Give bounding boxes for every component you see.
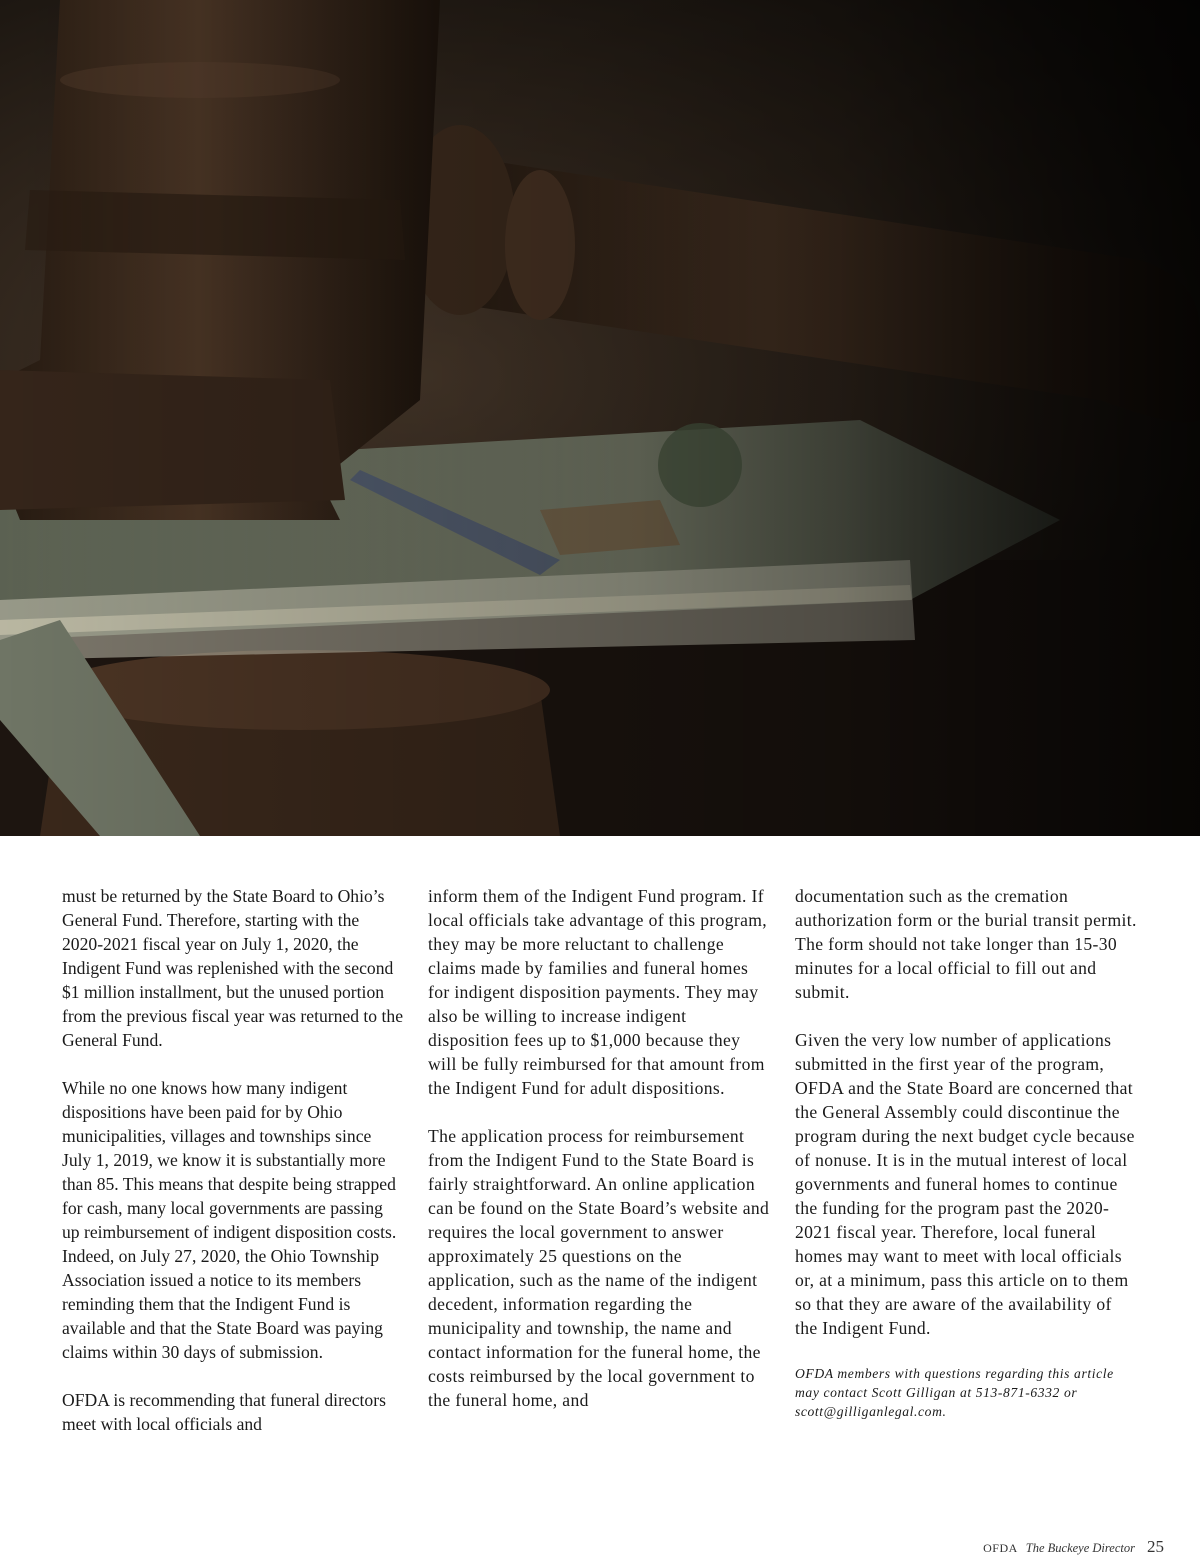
article-column-1	[62, 884, 404, 1460]
paragraph: OFDA is recommending that funeral directors meet with local officials and	[62, 1390, 386, 1434]
paragraph: inform them of the Indigent Fund program. If local officials take advantage of this program, they may be more reluctant to challenge claims made by families and funeral homes for indigent disposition payments. They may also be willing to increase indigent disposition fees up to $1,000 because they will be fully reimbursed for that amount from the Indigent Fund for adult dispositions.	[428, 886, 768, 1098]
footer-magazine-title: The Buckeye Director	[1025, 1541, 1135, 1555]
paragraph: must be returned by the State Board to Ohio’s General Fund. Therefore, starting with the 2020-2021 fiscal year on July 1, 2020, the Indigent Fund was replenished with the second $1 million installment, but the unused portion from the previous fiscal year was returned to the General Fund.	[62, 886, 403, 1050]
page-number: 25	[1147, 1537, 1164, 1556]
paragraph: While no one knows how many indigent dispositions have been paid for by Ohio municipalities, villages and townships since July 1, 2019, we know it is substantially more than 85. This means that despite being strapped for cash, many local governments are passing up reimbursement of indigent disposition costs. Indeed, on July 27, 2020, the Ohio Township Association issued a notice to its members reminding them that the Indigent Fund is available and that the State Board was paying claims within 30 days of submission.	[62, 1078, 397, 1362]
article-column-2	[428, 884, 770, 1436]
article-body	[62, 884, 1142, 1484]
page-footer	[983, 1537, 1164, 1557]
paragraph: documentation such as the cremation authorization form or the burial transit permit. The form should not take longer than 15-30 minutes for a local official to fill out and submit.	[795, 886, 1137, 1002]
paragraph: The application process for reimbursement from the Indigent Fund to the State Board is fairly straightforward. An online application can be found on the State Board’s website and requires the local government to answer approximately 25 questions on the application, such as the name of the indigent decedent, information regarding the municipality and township, the name and contact information for the funeral home, the costs reimbursed by the local government to the funeral home, and	[428, 1126, 770, 1410]
article-column-3	[795, 884, 1137, 1445]
footer-org: OFDA	[983, 1541, 1018, 1555]
author-contact-note: OFDA members with questions regarding this article may contact Scott Gilligan at 513-871-6332 or scott@gilliganlegal.com.	[795, 1366, 1114, 1419]
paragraph: Given the very low number of applications submitted in the first year of the program, OFDA and the State Board are concerned that the General Assembly could discontinue the program during the next budget cycle because of nonuse. It is in the mutual interest of local governments and funeral homes to continue the funding for the program past the 2020-2021 fiscal year. Therefore, local funeral homes may want to meet with local officials or, at a minimum, pass this article on to them so that they are aware of the availability of the Indigent Fund.	[795, 1030, 1135, 1338]
